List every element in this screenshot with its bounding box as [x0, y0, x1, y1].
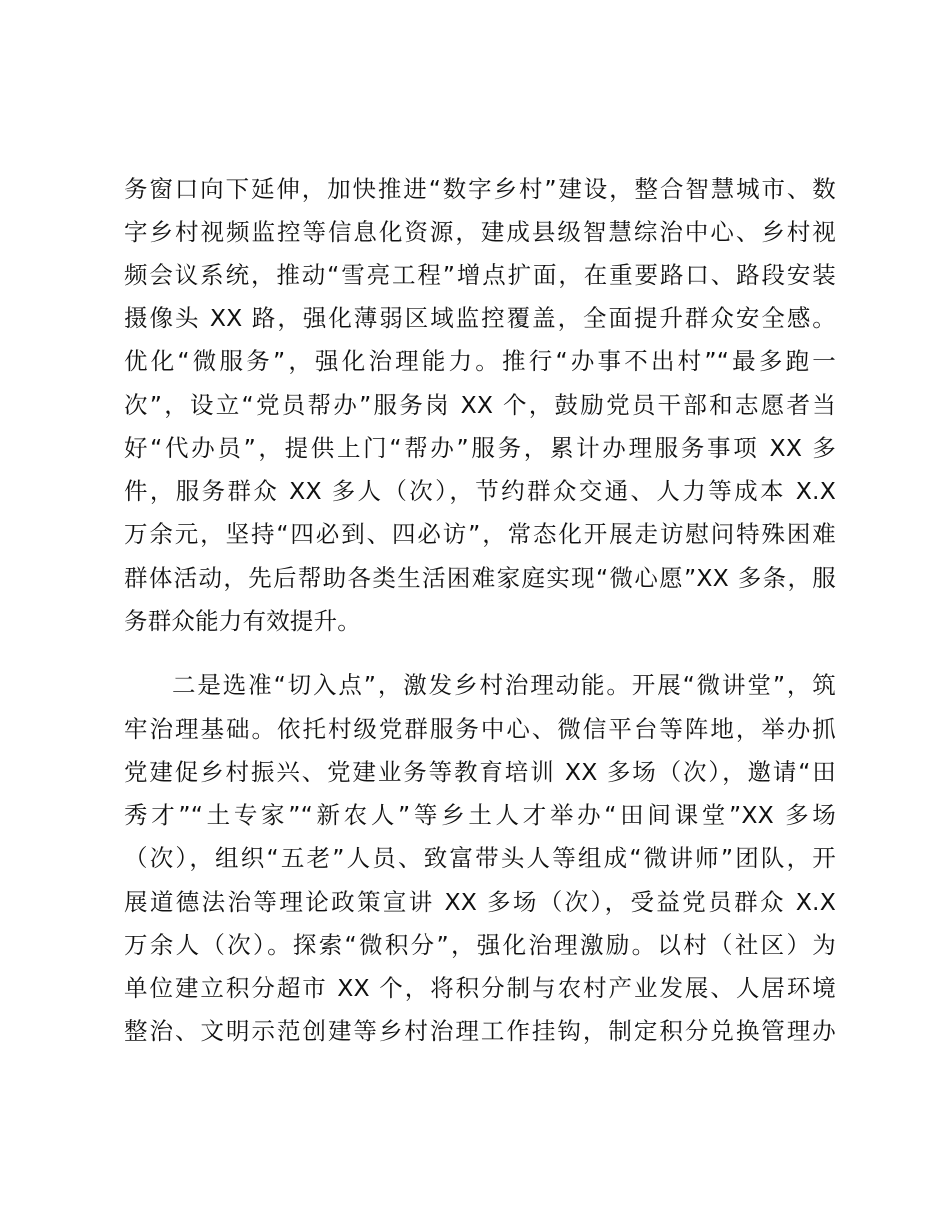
text-line: 整治、文明示范创建等乡村治理工作挂钩，制定积分兑换管理办 [124, 1017, 836, 1045]
text-line: 万余元，坚持“四必到、四必访”，常态化开展走访慰问特殊困难 [124, 520, 836, 548]
text-line: 二是选准“切入点”，激发乡村治理动能。开展“微讲堂”，筑 [172, 671, 836, 699]
text-line: 务窗口向下延伸，加快推进“数字乡村”建设，整合智慧城市、数 [124, 175, 836, 203]
text-line: 优化“微服务”，强化治理能力。推行“办事不出村”“最多跑一 [124, 347, 836, 375]
text-line: 次”，设立“党员帮办”服务岗 XX 个，鼓励党员干部和志愿者当 [124, 391, 836, 419]
text-line: 万余人（次）。探索“微积分”，强化治理激励。以村（社区）为 [124, 931, 836, 959]
text-line: 务群众能力有效提升。 [124, 607, 361, 635]
text-line: 秀才”“土专家”“新农人”等乡土人才举办“田间课堂”XX 多场 [124, 801, 836, 829]
text-line: 展道德法治等理论政策宣讲 XX 多场（次），受益党员群众 X.X [124, 888, 836, 916]
text-line: 单位建立积分超市 XX 个，将积分制与农村产业发展、人居环境 [124, 974, 836, 1002]
text-line: 频会议系统，推动“雪亮工程”增点扩面，在重要路口、路段安装 [124, 261, 836, 289]
text-line: 字乡村视频监控等信息化资源，建成县级智慧综治中心、乡村视 [124, 218, 836, 246]
text-line: 好“代办员”，提供上门“帮办”服务，累计办理服务事项 XX 多 [124, 434, 836, 462]
text-line: 牢治理基础。依托村级党群服务中心、微信平台等阵地，举办抓 [124, 715, 836, 743]
text-line: 群体活动，先后帮助各类生活困难家庭实现“微心愿”XX 多条，服 [124, 564, 836, 592]
text-line: 摄像头 XX 路，强化薄弱区域监控覆盖，全面提升群众安全感。 [124, 304, 836, 332]
text-line: 党建促乡村振兴、党建业务等教育培训 XX 多场（次），邀请“田 [124, 758, 836, 786]
text-line: 件，服务群众 XX 多人（次），节约群众交通、人力等成本 X.X [124, 477, 836, 505]
text-line: （次），组织“五老”人员、致富带头人等组成“微讲师”团队，开 [124, 844, 836, 872]
